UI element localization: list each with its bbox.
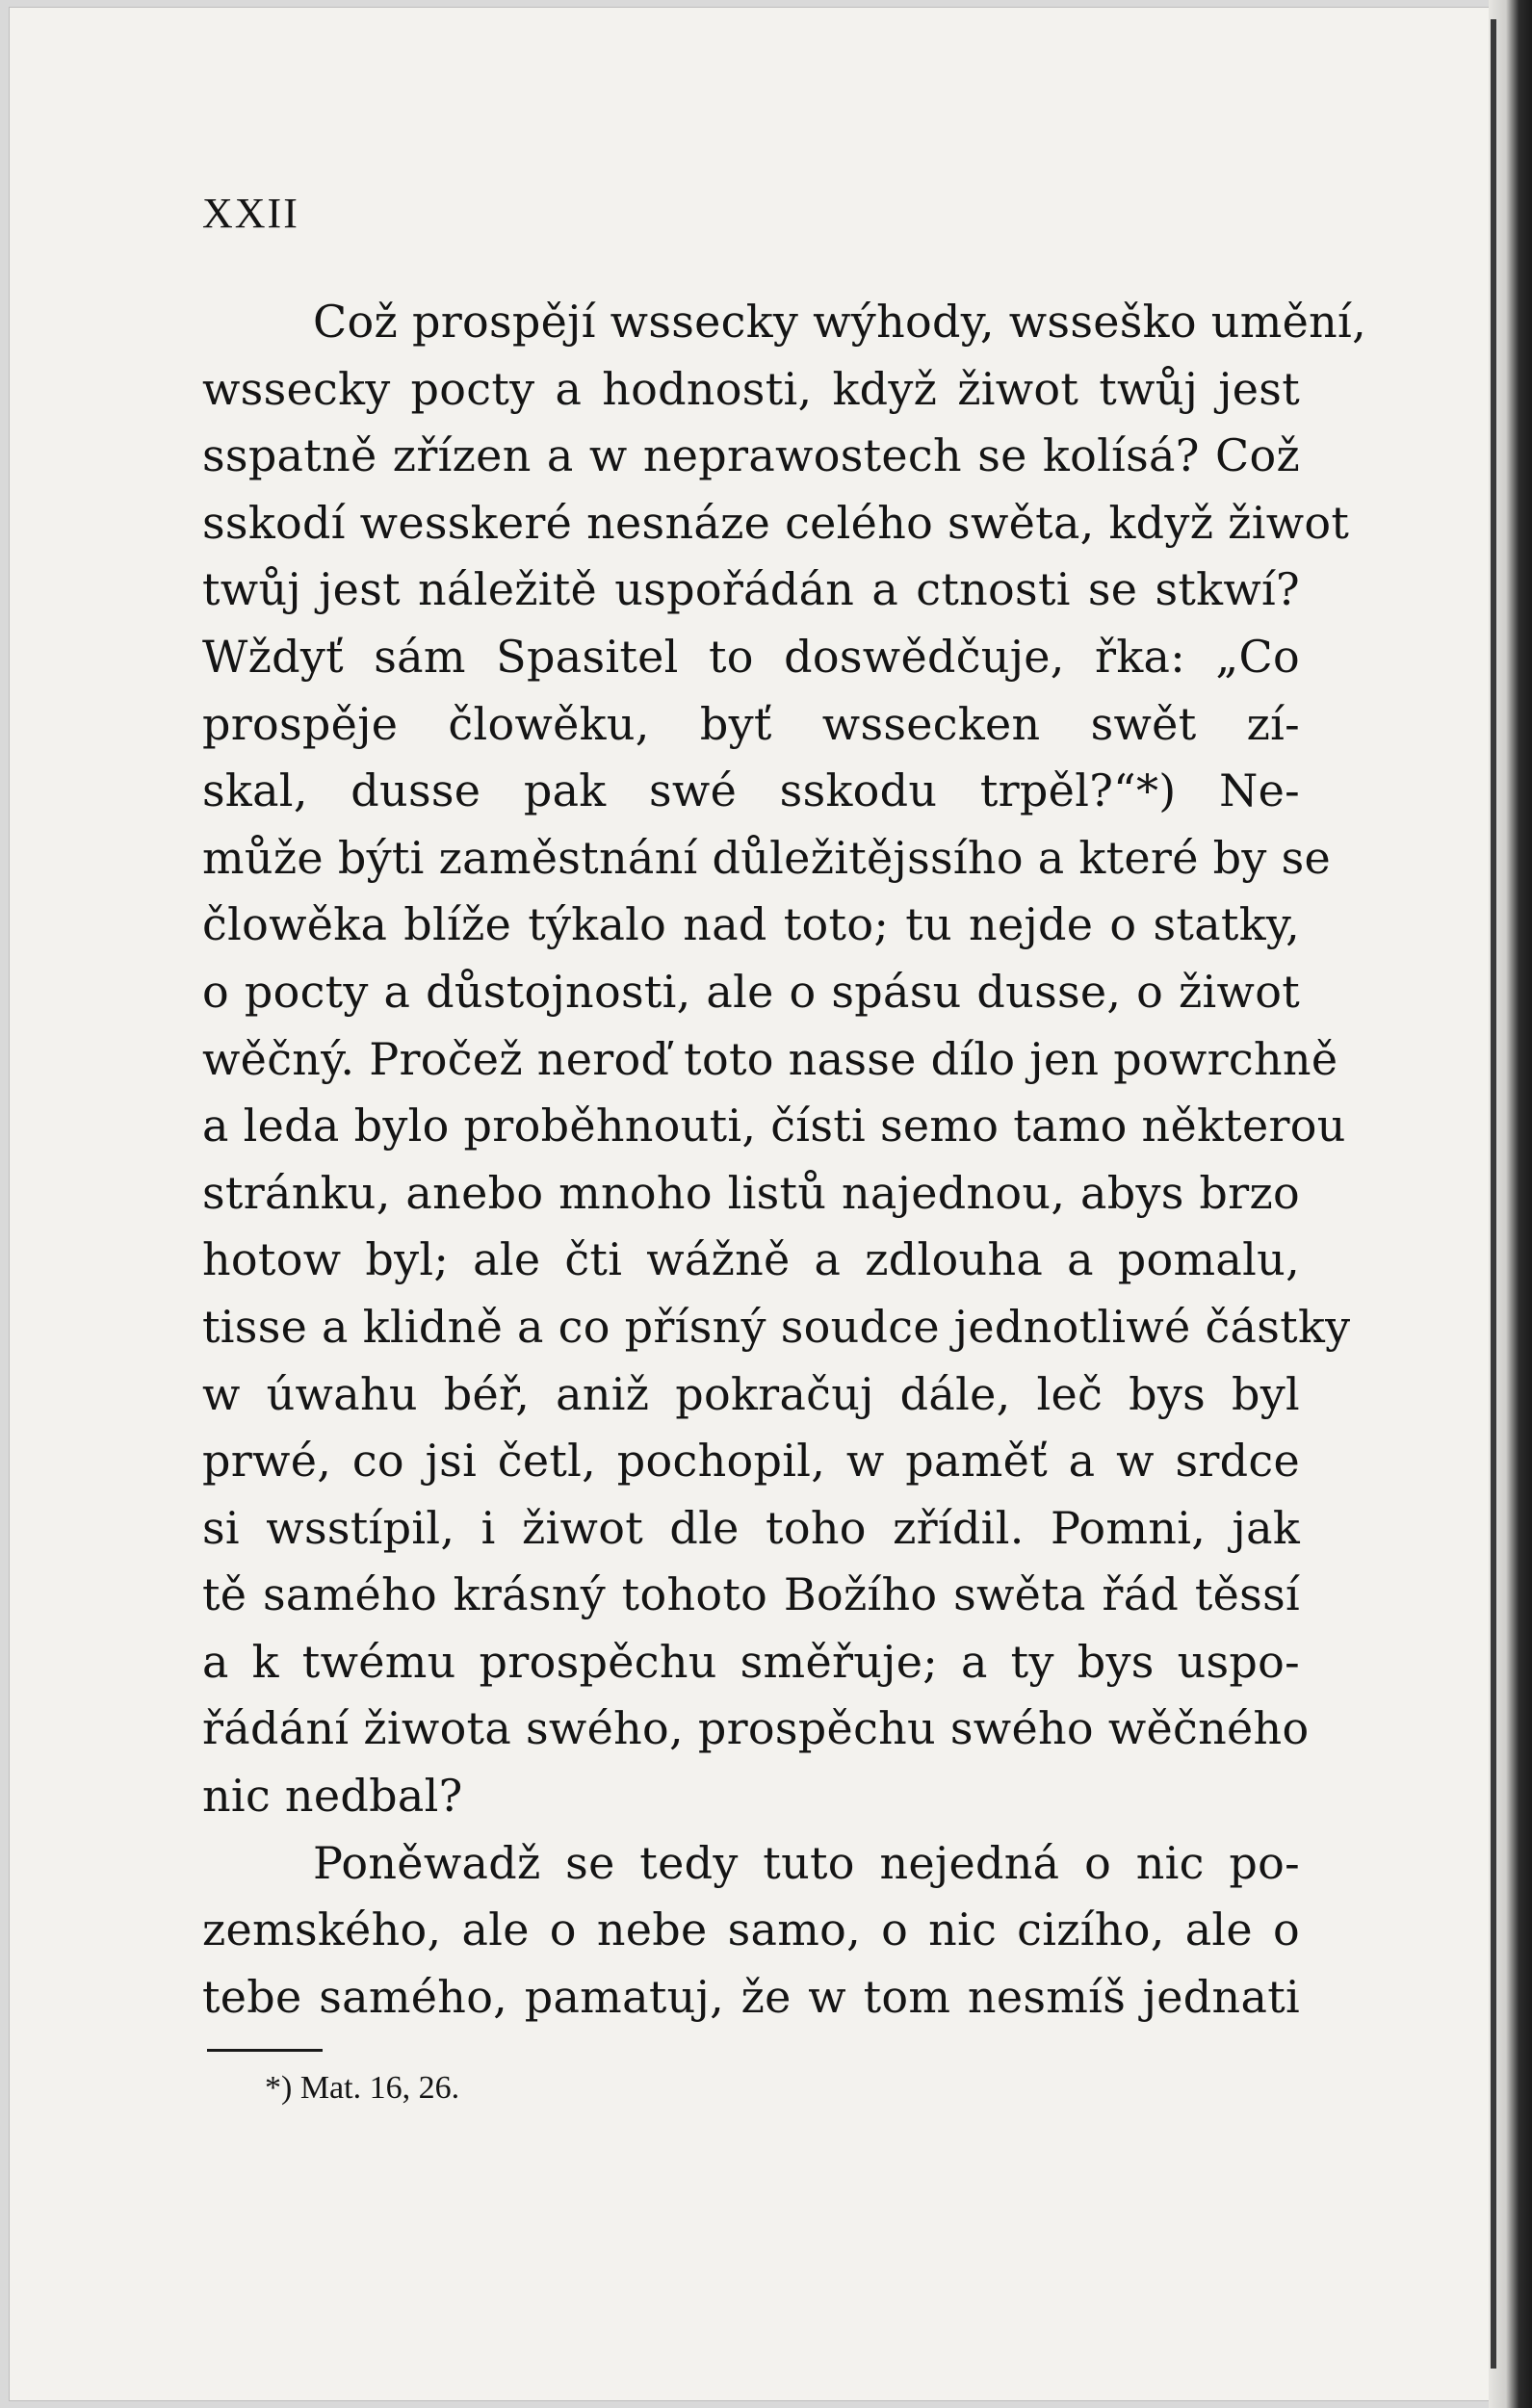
- text-line: sskodí wesskeré nesnáze celého swěta, když žiwot: [202, 496, 1350, 549]
- footnote: *) Mat. 16, 26.: [265, 2070, 460, 2106]
- text-line: stránku, anebo mnoho listů najednou, abys brzo: [202, 1166, 1300, 1219]
- text-line: prospěje člowěku, byť wssecken swět zí-: [202, 697, 1300, 750]
- text-line: Poněwadž se tedy tuto nejedná o nic po-: [313, 1836, 1300, 1889]
- text-line: a leda bylo proběhnouti, čísti semo tamo některou: [202, 1100, 1346, 1152]
- text-line: zemského, ale o nebe samo, o nic cizího, ale o: [202, 1903, 1300, 1956]
- text-line: o pocty a důstojnosti, ale o spásu dusse, o žiwot: [202, 965, 1300, 1018]
- body-text: [202, 289, 1366, 2031]
- text-line: skal, dusse pak swé sskodu trpěl?“*) Ne-: [202, 764, 1300, 817]
- text-line: řádání žiwota swého, prospěchu swého wěčného: [202, 1702, 1310, 1755]
- book-spine-edge: [1491, 19, 1496, 2369]
- footnote-rule: [207, 2049, 323, 2052]
- text-line: tebe samého, pamatuj, že w tom nesmíš jednati: [202, 1970, 1300, 2023]
- text-line: w úwahu béř, aniž pokračuj dále, leč bys byl: [202, 1367, 1300, 1420]
- text-line: Což prospějí wssecky wýhody, wsseško umění,: [313, 296, 1366, 348]
- text-line: prwé, co jsi četl, pochopil, w paměť a w srdce: [202, 1435, 1300, 1488]
- text-line: sspatně zřízen a w neprawostech se kolísá? Což: [202, 429, 1300, 482]
- text-line: tě samého krásný tohoto Božího swěta řád těssí: [202, 1568, 1300, 1621]
- text-line: wěčný. Pročež neroď toto nasse dílo jen powrchně: [202, 1032, 1338, 1085]
- text-line: si wsstípil, i žiwot dle toho zřídil. Pomni, jak: [202, 1501, 1300, 1554]
- text-line: twůj jest náležitě uspořádán a ctnosti se stkwí?: [202, 563, 1300, 616]
- text-line: může býti zaměstnání důležitějssího a které by se: [202, 831, 1332, 884]
- page-number: XXII: [202, 190, 299, 237]
- text-line: hotow byl; ale čti wážně a zdlouha a pomalu,: [202, 1233, 1300, 1286]
- text-line: člowěka blíže týkalo nad toto; tu nejde o statky,: [202, 898, 1300, 951]
- text-line: wssecky pocty a hodnosti, když žiwot twůj jest: [202, 362, 1300, 415]
- text-line: tisse a klidně a co přísný soudce jednotliwé částky: [202, 1300, 1351, 1353]
- text-line: Wždyť sám Spasitel to doswědčuje, řka: „Co: [202, 630, 1300, 683]
- text-line: nic nedbal?: [202, 1770, 463, 1823]
- text-line: a k twému prospěchu směřuje; a ty bys uspo-: [202, 1635, 1300, 1688]
